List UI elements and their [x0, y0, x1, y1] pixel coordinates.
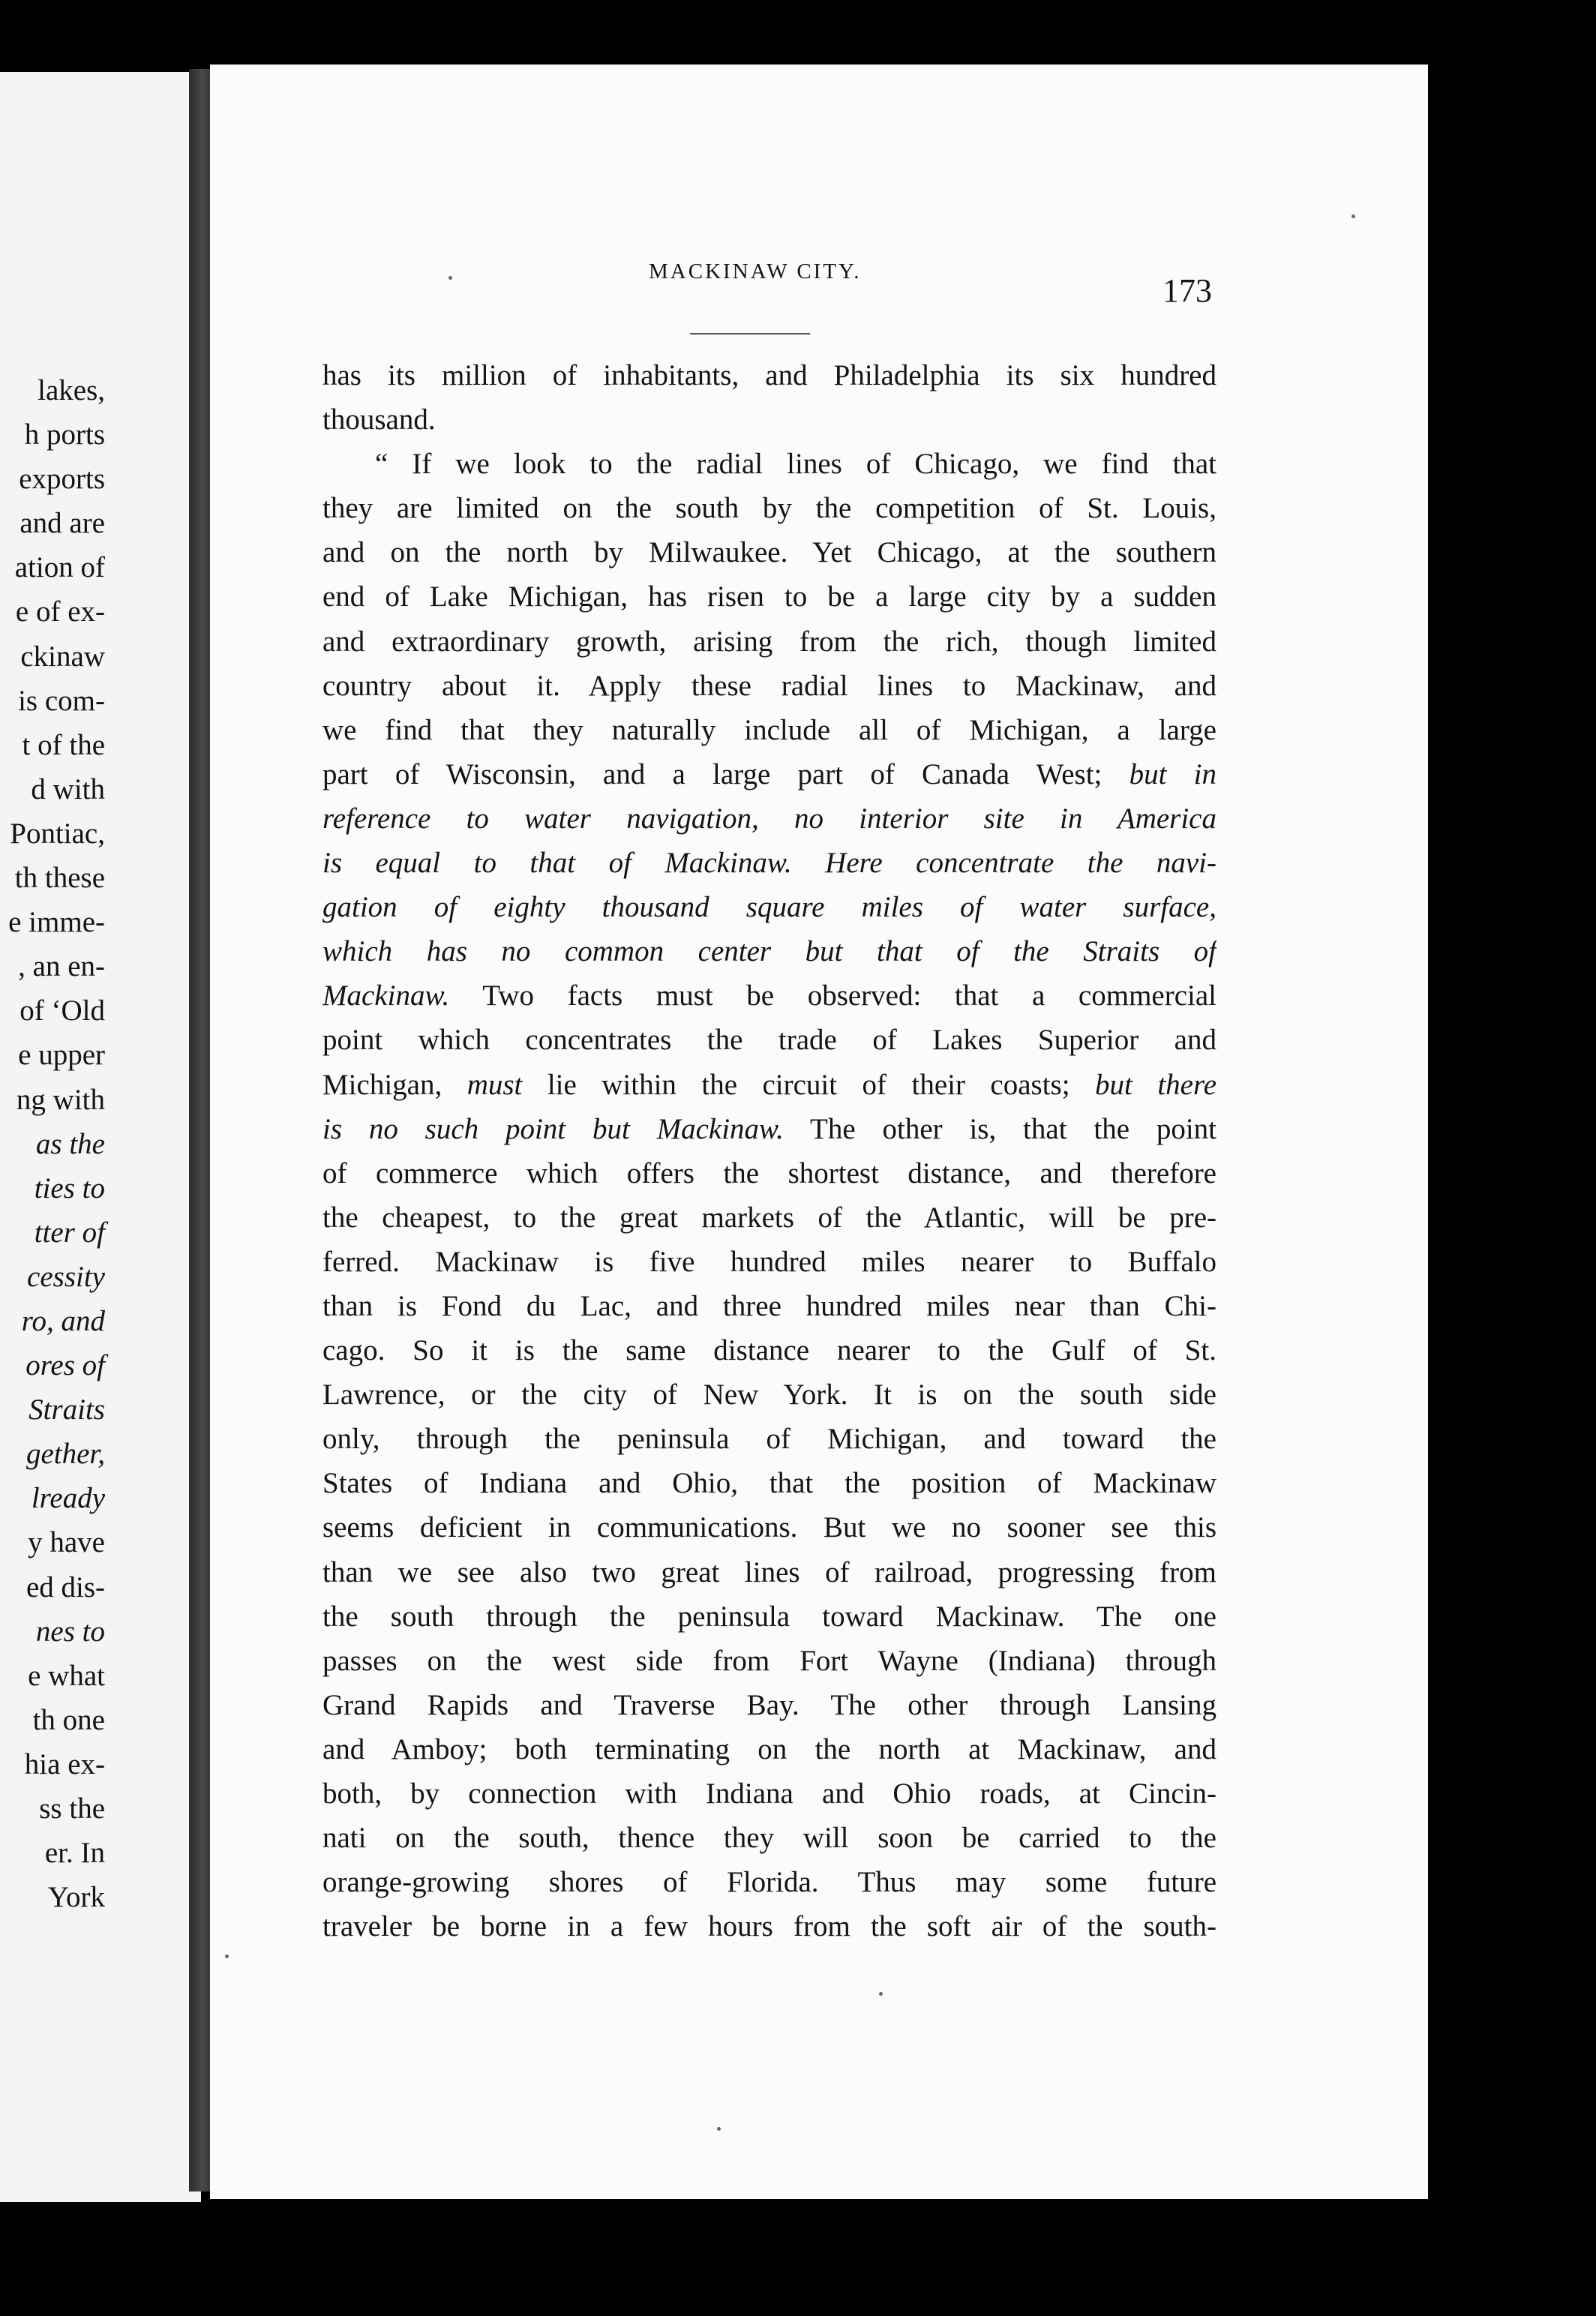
- text-span: than we see also two great lines of railroad, progressing from: [322, 1556, 1216, 1588]
- text-line: [322, 1639, 1216, 1683]
- italic-text: but in: [1129, 758, 1216, 790]
- text-line: [322, 796, 1216, 841]
- text-line: [322, 1860, 1216, 1904]
- italic-text: which has no common center but that of the Straits of: [322, 935, 1216, 968]
- text-line: [322, 1284, 1216, 1328]
- facing-page-line: ckinaw: [20, 640, 105, 673]
- facing-page-left: [0, 72, 201, 2202]
- text-line: [322, 841, 1216, 885]
- text-span: the cheapest, to the great markets of the Atlantic, will be pre-: [322, 1201, 1216, 1234]
- text-span: both, by connection with Indiana and Ohio roads, at Cincin-: [322, 1778, 1216, 1810]
- text-line: [322, 1107, 1216, 1151]
- text-line: [322, 486, 1216, 530]
- text-span: The other is, that the point: [783, 1112, 1216, 1145]
- print-speck: [717, 2127, 721, 2131]
- facing-page-line: and are: [20, 507, 105, 540]
- print-speck: [225, 1954, 229, 1958]
- italic-text: is equal to that of Mackinaw. Here concentrate the navi-: [322, 847, 1216, 880]
- text-line: [322, 885, 1216, 929]
- facing-page-line: ed dis-: [26, 1570, 105, 1604]
- text-line: [322, 1063, 1216, 1107]
- text-line: [322, 664, 1216, 708]
- facing-page-line: ties to: [34, 1172, 105, 1204]
- text-span: they are limited on the south by the competition of St. Louis,: [322, 492, 1216, 525]
- text-span: seems deficient in communications. But we no sooner see this: [322, 1511, 1216, 1544]
- print-speck: [1352, 214, 1355, 218]
- page-number: 173: [1162, 272, 1212, 309]
- text-span: and Amboy; both terminating on the north at Mackinaw, and: [322, 1732, 1216, 1766]
- text-span: than is Fond du Lac, and three hundred miles near than Chi-: [322, 1289, 1216, 1322]
- italic-text: gation of eighty thousand square miles of water surface,: [322, 891, 1216, 924]
- facing-page-line: y have: [28, 1526, 105, 1559]
- facing-page-line: gether,: [26, 1438, 105, 1471]
- italic-text: Mackinaw.: [322, 980, 450, 1012]
- italic-text: reference to water navigation, no interior site in America: [322, 802, 1216, 835]
- text-span: we find that they naturally include all of Michigan, a large: [322, 713, 1216, 746]
- text-span: orange-growing shores of Florida. Thus may some future: [322, 1866, 1216, 1899]
- facing-page-line: ores of: [26, 1349, 105, 1382]
- text-line: [322, 1018, 1216, 1062]
- text-span: point which concentrates the trade of Lakes Superior and: [322, 1024, 1216, 1057]
- text-span: Michigan,: [322, 1068, 467, 1101]
- facing-page-line: d with: [31, 772, 105, 806]
- text-line: [322, 929, 1216, 974]
- text-line: [322, 1196, 1216, 1240]
- text-span: “ If we look to the radial lines of Chicago, we find that: [375, 448, 1216, 481]
- text-span: end of Lake Michigan, has risen to be a large city by a sudden: [322, 580, 1216, 614]
- text-line: [322, 708, 1216, 752]
- text-line: [322, 1240, 1216, 1284]
- facing-page-line: e of ex-: [15, 596, 105, 628]
- text-line: [322, 442, 1216, 486]
- facing-page-line: , an en-: [18, 950, 105, 983]
- text-line: [322, 1772, 1216, 1816]
- facing-page-line: e upper: [18, 1039, 105, 1072]
- facing-page-line: of ‘Old: [20, 994, 105, 1028]
- facing-page-line: as the: [35, 1127, 105, 1160]
- text-line: [322, 1328, 1216, 1372]
- running-head: MACKINAW CITY.: [649, 260, 862, 284]
- text-line: [322, 1417, 1216, 1461]
- text-line: [322, 752, 1216, 796]
- facing-page-line: er. In: [44, 1837, 105, 1870]
- italic-text: must: [466, 1068, 523, 1101]
- text-span: the south through the peninsula toward Mackinaw. The one: [322, 1600, 1216, 1633]
- text-span: and extraordinary growth, arising from the rich, though limited: [322, 625, 1216, 658]
- facing-page-line: nes to: [35, 1615, 105, 1648]
- facing-page-text: [0, 368, 105, 1919]
- text-line: [322, 1594, 1216, 1639]
- text-span: lie within the circuit of their coasts;: [522, 1068, 1096, 1101]
- text-span: traveler be borne in a few hours from the soft air of the south-: [322, 1910, 1216, 1943]
- page-173: [210, 64, 1428, 2199]
- italic-text: is no such point but Mackinaw.: [322, 1112, 784, 1145]
- text-line: [322, 974, 1216, 1018]
- text-span: and on the north by Milwaukee. Yet Chicago, at the southern: [322, 536, 1216, 569]
- text-span: ferred. Mackinaw is five hundred miles nearer to Buffalo: [322, 1245, 1216, 1278]
- facing-page-line: ss the: [39, 1792, 105, 1825]
- text-span: nati on the south, thence they will soon be carried to the: [322, 1822, 1216, 1855]
- text-span: has its million of inhabitants, and Philadelphia its six hundred: [322, 359, 1216, 392]
- facing-page-line: York: [47, 1881, 105, 1914]
- text-line: [322, 1151, 1216, 1196]
- text-line: [322, 530, 1216, 574]
- facing-page-line: ro, and: [21, 1304, 105, 1337]
- text-span: only, through the peninsula of Michigan, and toward the: [322, 1423, 1216, 1456]
- text-span: part of Wisconsin, and a large part of Canada West;: [322, 758, 1130, 790]
- facing-page-line: tter of: [34, 1216, 105, 1249]
- text-line: [322, 574, 1216, 619]
- text-line: [322, 1816, 1216, 1860]
- facing-page-line: e imme-: [8, 906, 105, 939]
- text-span: Lawrence, or the city of New York. It is on the south side: [322, 1378, 1216, 1412]
- text-span: States of Indiana and Ohio, that the position of Mackinaw: [322, 1467, 1216, 1500]
- text-span: passes on the west side from Fort Wayne (Indiana) through: [322, 1644, 1216, 1677]
- facing-page-line: Pontiac,: [10, 817, 105, 850]
- text-span: country about it. Apply these radial lines to Mackinaw, and: [322, 669, 1216, 702]
- text-span: Two facts must be observed: that a commercial: [449, 980, 1216, 1012]
- facing-page-line: th one: [32, 1703, 105, 1736]
- print-speck: [448, 276, 452, 280]
- facing-page-line: e what: [28, 1659, 105, 1692]
- text-line: [322, 1683, 1216, 1727]
- facing-page-line: exports: [19, 463, 105, 496]
- print-speck: [879, 1992, 883, 1996]
- header-rule: [690, 333, 810, 334]
- text-span: thousand.: [322, 404, 436, 436]
- facing-page-line: ation of: [14, 551, 105, 584]
- facing-page-line: hia ex-: [24, 1748, 105, 1780]
- text-span: Grand Rapids and Traverse Bay. The other through Lansing: [322, 1688, 1216, 1721]
- text-line: [322, 620, 1216, 664]
- body-text: [322, 353, 1216, 1948]
- facing-page-line: ng with: [16, 1083, 105, 1116]
- facing-page-line: lakes,: [38, 374, 105, 406]
- facing-page-line: t of the: [22, 728, 105, 761]
- text-span: of commerce which offers the shortest distance, and therefore: [322, 1156, 1216, 1190]
- text-line: [322, 1904, 1216, 1948]
- facing-page-line: lready: [31, 1482, 105, 1515]
- facing-page-line: h ports: [24, 418, 105, 452]
- facing-page-line: Straits: [28, 1394, 105, 1426]
- text-line: [322, 1372, 1216, 1417]
- text-line: [322, 1727, 1216, 1772]
- facing-page-line: th these: [14, 862, 105, 895]
- text-line: [322, 1550, 1216, 1594]
- facing-page-line: cessity: [27, 1260, 105, 1293]
- facing-page-line: is com-: [18, 684, 105, 717]
- text-line: [322, 398, 1216, 442]
- text-line: [322, 353, 1216, 398]
- text-line: [322, 1461, 1216, 1505]
- text-span: cago. So it is the same distance nearer to the Gulf of St.: [322, 1334, 1216, 1367]
- italic-text: but there: [1095, 1068, 1216, 1101]
- text-line: [322, 1505, 1216, 1550]
